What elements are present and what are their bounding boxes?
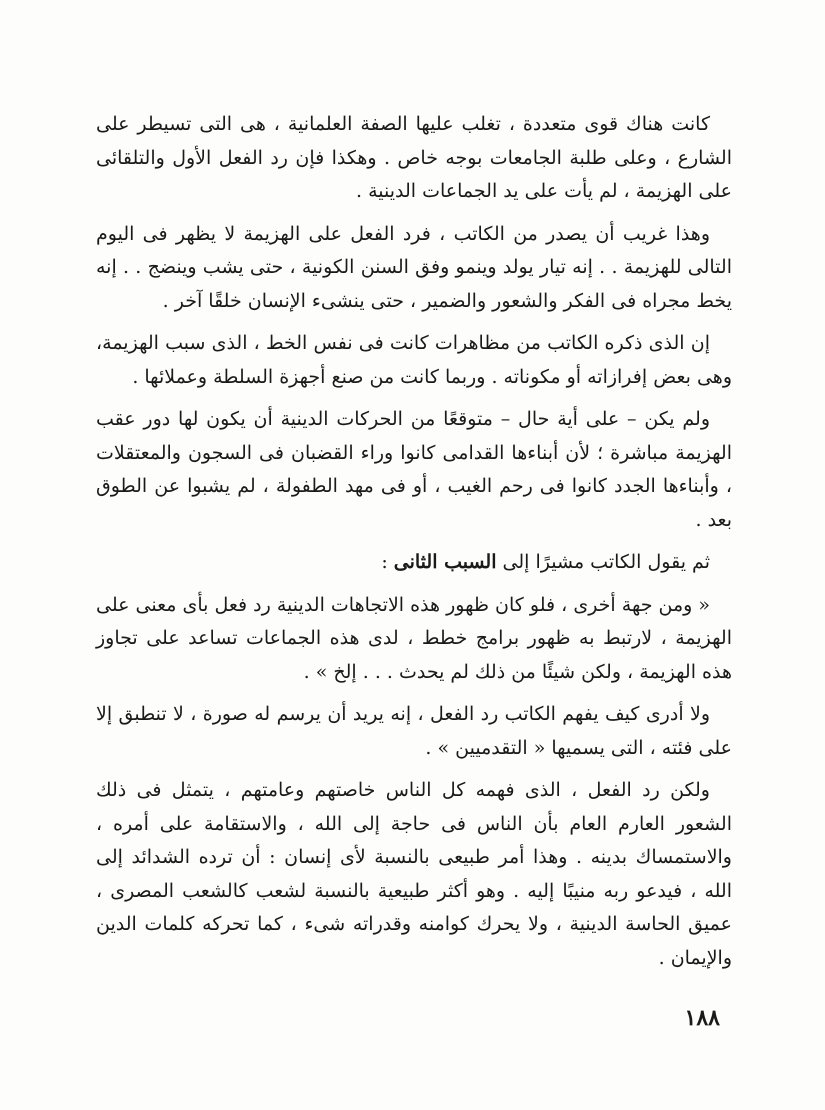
- heading-suffix: :: [381, 551, 394, 573]
- paragraph-3: إن الذى ذكره الكاتب من مظاهرات كانت فى نفس الخط ، الذى سبب الهزيمة، وهى بعض إفرازاته أو مكوناته . وربما كانت من صنع أجهزة السلطة وعملائها .: [96, 332, 732, 388]
- body-text: [96, 108, 732, 975]
- paragraph-2: وهذا غريب أن يصدر من الكاتب ، فرد الفعل على الهزيمة لا يظهر فى اليوم التالى للهزيمة . . إنه تيار يولد وينمو وفق السنن الكونية ، حتى يشب وينضج . . إنه يخط مجراه فى الفكر والشعور والضمير ، حتى ينشىء الإنسان خلقًا آخر .: [96, 222, 732, 312]
- paragraph-7: ولكن رد الفعل ، الذى فهمه كل الناس خاصتهم وعامتهم ، يتمثل فى ذلك الشعور العارم العام بأن الناس فى حاجة إلى الله ، والاستقامة على أمره ، والاستمساك بدينه . وهذا أمر طبيعى بالنسبة لأى إنسان : أن ترده الشدائد إلى الله ، فيدعو ربه منيبًا إليه . وهو أكثر طبيعية بالنسبة لشعب كالشعب المصرى ، عميق الحاسة الدينية ، ولا يحرك كوامنه وقدراته شىء ، كما تحركه كلمات الدين والإيمان .: [96, 779, 732, 969]
- paragraph-6: ولا أدرى كيف يفهم الكاتب رد الفعل ، إنه يريد أن يرسم له صورة ، لا تنطبق إلا على فئته ، التى يسميها « التقدميين » .: [96, 703, 732, 759]
- heading-bold: السبب الثانى: [393, 551, 497, 573]
- heading-prefix: ثم يقول الكاتب مشيرًا إلى: [496, 551, 710, 573]
- page-number: ١٨٨: [684, 1005, 720, 1031]
- paragraph-1: كانت هناك قوى متعددة ، تغلب عليها الصفة العلمانية ، هى التى تسيطر على الشارع ، وعلى طلبة الجامعات بوجه خاص . وهكذا فإن رد الفعل الأول والتلقائى على الهزيمة ، لم يأت على يد الجماعات الدينية .: [96, 113, 732, 202]
- heading-line: [96, 546, 732, 580]
- paragraph-4: ولم يكن – على أية حال – متوقعًا من الحركات الدينية أن يكون لها دور عقب الهزيمة مباشرة ؛ لأن أبناءها القدامى كانوا وراء القضبان فى السجون والمعتقلات ، وأبناءها الجدد كانوا فى رحم الغيب ، أو فى مهد الطفولة ، لم يشبوا عن الطوق بعد .: [96, 408, 732, 531]
- quote-paragraph: « ومن جهة أخرى ، فلو كان ظهور هذه الاتجاهات الدينية رد فعل بأى معنى على الهزيمة ، لارتبط به ظهور برامج خطط ، لدى هذه الجماعات تساعد على تجاوز هذه الهزيمة ، ولكن شيئًا من ذلك لم يحدث . . . إلخ » .: [96, 593, 732, 683]
